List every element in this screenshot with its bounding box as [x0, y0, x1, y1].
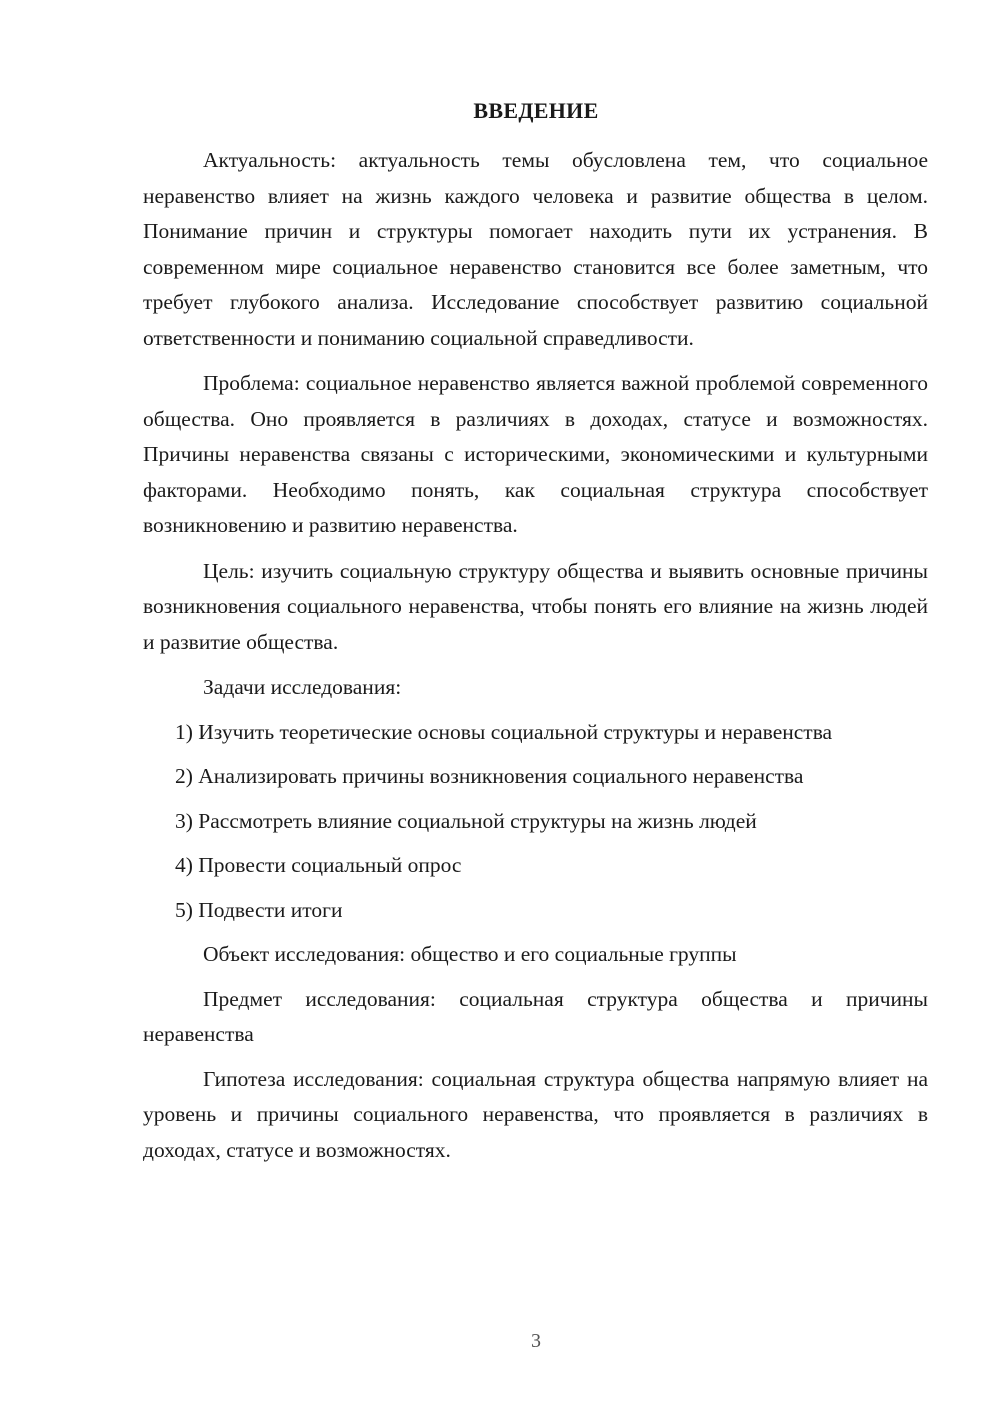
paragraph-relevance: Актуальность: актуальность темы обусловлена тем, что социальное неравенство влияет на жизнь каждого человека и развитие общества в целом. Понимание причин и структуры помогает находить пути их устранения. В современном мире социальное неравенство становится все более заметным, что требует глубокого анализа. Исследование способствует развитию социальной ответственности и пониманию социальной справедливости.: [143, 148, 928, 350]
document-body: [143, 143, 928, 1168]
list-item: 5) Подвести итоги: [175, 897, 343, 922]
list-item: 1) Изучить теоретические основы социальной структуры и неравенства: [175, 719, 833, 744]
paragraph-object: Объект исследования: общество и его социальные группы: [203, 942, 737, 966]
tasks-list: [143, 715, 928, 929]
paragraph-problem: Проблема: социальное неравенство является важной проблемой современного общества. Оно проявляется в различиях в доходах, статусе и возможностях. Причины неравенства связаны с историческими, экономическими и культурными факторами. Необходимо понять, как социальная структура способствует возникновению и развитию неравенства.: [143, 371, 928, 537]
list-item: 4) Провести социальный опрос: [175, 853, 462, 877]
tasks-heading: Задачи исследования:: [203, 675, 402, 699]
section-title: ВВЕДЕНИЕ: [473, 98, 599, 123]
page-number: 3: [531, 1330, 541, 1352]
list-item: 2) Анализировать причины возникновения социального неравенства: [175, 764, 804, 788]
paragraph-goal: Цель: изучить социальную структуру общества и выявить основные причины возникновения социального неравенства, чтобы понять его влияние на жизнь людей и развитие общества.: [143, 558, 928, 654]
list-item: 3) Рассмотреть влияние социальной структуры на жизнь людей: [175, 808, 757, 833]
paragraph-subject: Предмет исследования: социальная структура общества и причины неравенства: [143, 986, 928, 1046]
paragraph-hypothesis: Гипотеза исследования: социальная структура общества напрямую влияет на уровень и причины социального неравенства, что проявляется в различиях в доходах, статусе и возможностях.: [143, 1066, 928, 1162]
